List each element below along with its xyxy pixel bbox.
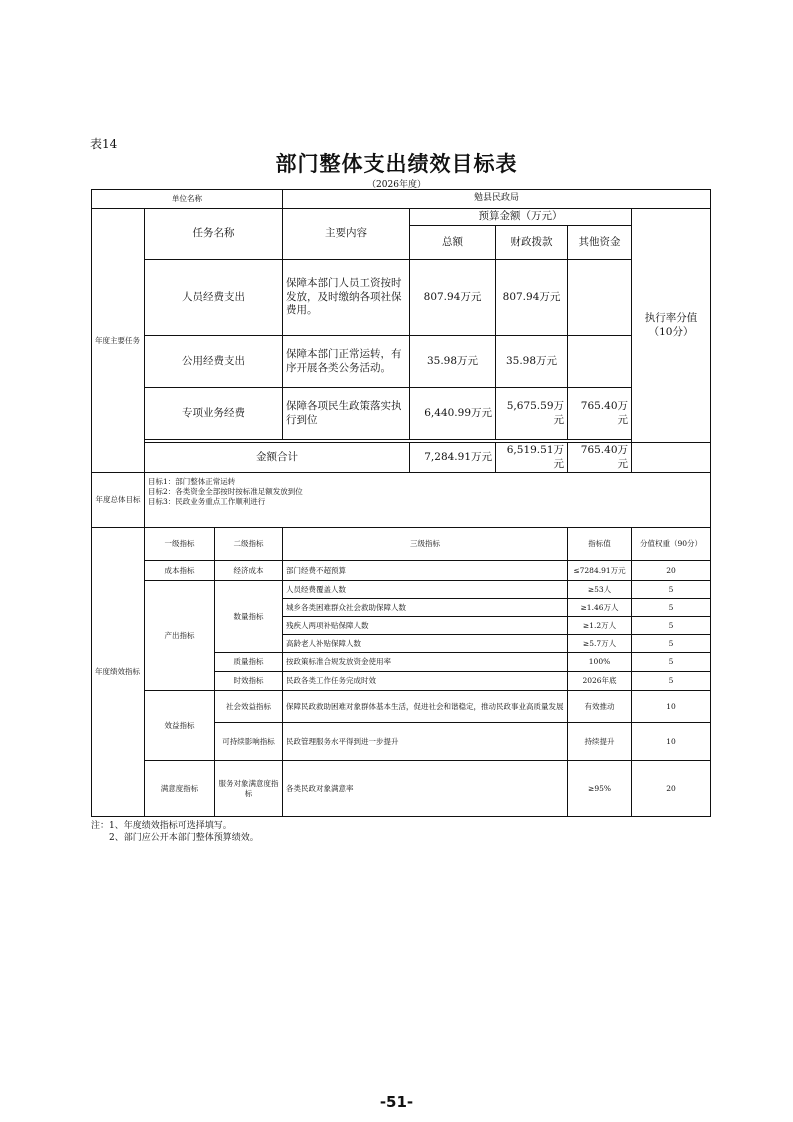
weight-cell: 5	[632, 653, 711, 672]
task-row	[92, 388, 711, 440]
unit-row	[92, 190, 711, 209]
task-content: 保障本部门正常运转，有序开展各类公务活动。	[283, 336, 410, 388]
footnote-line: 2、部门应公开本部门整体预算绩效。	[109, 833, 259, 844]
indicator-row	[92, 581, 711, 599]
execution-rate-cell: 执行率分值（10分）	[632, 209, 711, 443]
level2-cell: 经济成本	[215, 561, 283, 581]
task-name: 人员经费支出	[145, 260, 283, 336]
task-fiscal: 807.94万元	[496, 260, 568, 336]
level1-header: 一级指标	[145, 528, 215, 561]
total-header: 总额	[410, 226, 496, 260]
unit-name: 勉县民政局	[283, 190, 711, 209]
goal-line: 目标3：民政业务重点工作顺利进行	[148, 496, 266, 506]
weight-header: 分值权重（90分）	[632, 528, 711, 561]
weight-cell: 20	[632, 561, 711, 581]
level1-cell: 成本指标	[145, 561, 215, 581]
indicator-row	[92, 761, 711, 817]
budget-header: 预算金额（万元）	[410, 209, 632, 226]
level2-cell: 时效指标	[215, 672, 283, 691]
task-fiscal: 35.98万元	[496, 336, 568, 388]
weight-cell: 5	[632, 635, 711, 653]
level2-header: 二级指标	[215, 528, 283, 561]
weight-cell: 5	[632, 617, 711, 635]
task-other: 765.40万元	[568, 388, 632, 440]
goals-row	[92, 473, 711, 528]
task-other	[568, 260, 632, 336]
page-number: -51-	[379, 1093, 414, 1111]
table-number: 表14	[90, 137, 118, 151]
level3-cell: 保障民政救助困难对象群体基本生活，促进社会和谐稳定，推动民政事业高质量发展	[283, 691, 568, 723]
sum-total: 7,284.91万元	[410, 443, 496, 473]
weight-cell: 5	[632, 581, 711, 599]
indicator-row	[92, 561, 711, 581]
sum-label: 金额合计	[145, 443, 410, 473]
level1-cell: 满意度指标	[145, 761, 215, 817]
value-cell: ≥5.7万人	[568, 635, 632, 653]
footnote-line: 注：1、年度绩效指标可选择填写。	[91, 821, 232, 831]
task-content: 保障本部门人员工资按时发放，及时缴纳各项社保费用。	[283, 260, 410, 336]
level3-header: 三级指标	[283, 528, 568, 561]
indicator-section-label: 年度绩效指标	[92, 528, 145, 817]
page-title: 部门整体支出绩效目标表	[275, 152, 518, 176]
level1-cell: 效益指标	[145, 691, 215, 761]
task-name: 专项业务经费	[145, 388, 283, 440]
task-row	[92, 260, 711, 336]
value-cell: ≥1.2万人	[568, 617, 632, 635]
task-section-label: 年度主要任务	[92, 209, 145, 473]
task-total: 807.94万元	[410, 260, 496, 336]
sum-fiscal: 6,519.51万元	[496, 443, 568, 473]
value-cell: ≥53人	[568, 581, 632, 599]
weight-cell: 10	[632, 691, 711, 723]
level3-cell: 人员经费覆盖人数	[283, 581, 568, 599]
sum-other: 765.40万元	[568, 443, 632, 473]
year-subtitle: （2026年度）	[367, 180, 426, 190]
level3-cell: 残疾人两项补贴保障人数	[283, 617, 568, 635]
level3-cell: 各类民政对象满意率	[283, 761, 568, 817]
footnotes	[91, 820, 259, 844]
goals-label: 年度总体目标	[92, 473, 145, 528]
weight-cell: 5	[632, 599, 711, 617]
level2-cell: 社会效益指标	[215, 691, 283, 723]
task-total: 6,440.99万元	[410, 388, 496, 440]
goals-text	[145, 473, 711, 528]
value-header: 指标值	[568, 528, 632, 561]
value-cell: ≥1.46万人	[568, 599, 632, 617]
task-other	[568, 336, 632, 388]
level1-cell: 产出指标	[145, 581, 215, 691]
indicator-row	[92, 691, 711, 723]
weight-cell: 10	[632, 723, 711, 761]
level3-cell: 高龄老人补贴保障人数	[283, 635, 568, 653]
weight-cell: 5	[632, 672, 711, 691]
other-header: 其他资金	[568, 226, 632, 260]
value-cell: 有效推动	[568, 691, 632, 723]
value-cell: 100%	[568, 653, 632, 672]
level2-cell: 可持续影响指标	[215, 723, 283, 761]
level2-cell: 质量指标	[215, 653, 283, 672]
unit-label: 单位名称	[92, 190, 283, 209]
goal-line: 目标1：部门整体正常运转	[148, 477, 236, 487]
task-header-row	[92, 209, 711, 226]
sum-row	[92, 443, 711, 473]
task-content-header: 主要内容	[283, 209, 410, 260]
performance-table	[91, 189, 711, 817]
value-cell: 2026年底	[568, 672, 632, 691]
task-row	[92, 336, 711, 388]
task-content: 保障各项民生政策落实执行到位	[283, 388, 410, 440]
value-cell: 持续提升	[568, 723, 632, 761]
task-name: 公用经费支出	[145, 336, 283, 388]
level3-cell: 城乡各类困难群众社会救助保障人数	[283, 599, 568, 617]
level2-cell: 数量指标	[215, 581, 283, 653]
level3-cell: 民政各类工作任务完成时效	[283, 672, 568, 691]
indicator-header-row	[92, 528, 711, 561]
task-fiscal: 5,675.59万元	[496, 388, 568, 440]
weight-cell: 20	[632, 761, 711, 817]
value-cell: ≥95%	[568, 761, 632, 817]
level3-cell: 按政策标准合规发放资金使用率	[283, 653, 568, 672]
task-name-header: 任务名称	[145, 209, 283, 260]
fiscal-header: 财政拨款	[496, 226, 568, 260]
task-total: 35.98万元	[410, 336, 496, 388]
goal-line: 目标2：各类资金全部按时按标准足额发放到位	[148, 487, 303, 497]
level3-cell: 部门经费不超预算	[283, 561, 568, 581]
level2-cell: 服务对象满意度指标	[215, 761, 283, 817]
level3-cell: 民政管理服务水平得到进一步提升	[283, 723, 568, 761]
value-cell: ≤7284.91万元	[568, 561, 632, 581]
